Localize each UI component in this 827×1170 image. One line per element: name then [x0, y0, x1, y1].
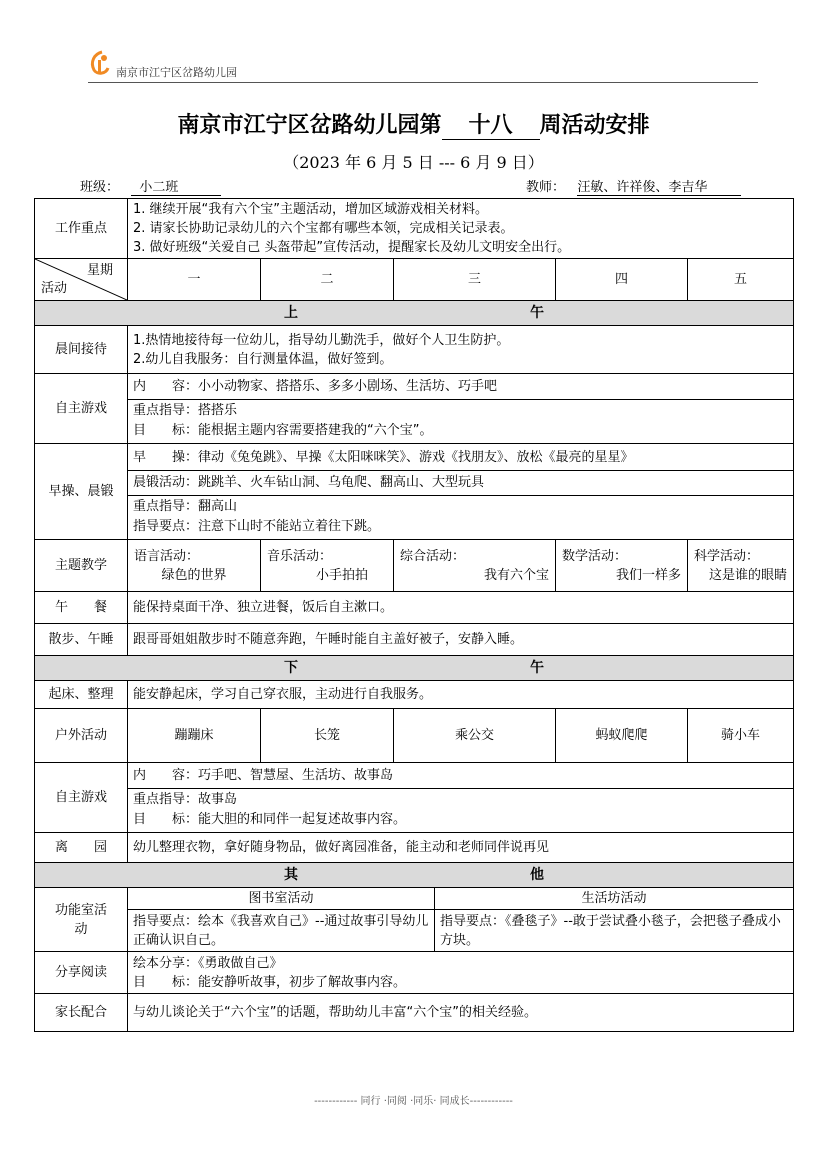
- outdoor-row: [35, 709, 794, 763]
- theme-cell-wed: [394, 540, 556, 592]
- table-cell: [128, 952, 794, 994]
- cell-text: 晨锻活动：跳跳羊、火车钻山洞、乌龟爬、翻高山、大型玩具: [128, 471, 793, 496]
- cell-text: 1.热情地接待每一位幼儿，指导幼儿勤洗手，做好个人卫生防护。: [133, 332, 510, 348]
- page-header: [88, 48, 758, 78]
- theme-cell-tue: [261, 540, 394, 592]
- table-cell: 幼儿整理衣物，拿好随身物品，做好离园准备，能主动和老师同伴说再见: [128, 833, 794, 863]
- table-cell: 晨间接待: [35, 326, 128, 374]
- section-other: [35, 863, 794, 888]
- cell-text: 2.幼儿自我服务：自行测量体温，做好签到。: [133, 351, 393, 367]
- theme-cell-mon: [128, 540, 261, 592]
- table-cell: 主题教学: [35, 540, 128, 592]
- table-cell: 散步、午睡: [35, 624, 128, 656]
- cell-text: 重点指导：搭搭乐: [133, 403, 238, 418]
- table-cell: 自主游戏: [35, 763, 128, 833]
- teacher-value: 汪敏、许祥俊、李吉华: [577, 176, 741, 196]
- section-morning: [35, 301, 794, 326]
- weekday-thu: 四: [556, 259, 688, 301]
- free-play-row: [35, 374, 794, 444]
- life-workshop-title: 生活坊活动: [435, 888, 794, 910]
- cell-text: 活动: [41, 281, 68, 296]
- cell-text: 我有六个宝: [483, 567, 549, 583]
- greeting-row: [35, 326, 794, 374]
- table-cell: 早操、晨锻: [35, 444, 128, 540]
- weekday-fri: 五: [688, 259, 794, 301]
- focus-row: [35, 199, 794, 259]
- weekday-header-row: [35, 259, 794, 301]
- theme-cell-thu: [556, 540, 688, 592]
- week-number: 十八: [442, 108, 540, 140]
- cell-text: 目 标：能安静听故事，初步了解故事内容。: [133, 974, 407, 990]
- table-cell: 起床、整理: [35, 681, 128, 709]
- cell-text: 午: [530, 304, 544, 321]
- class-info: 班级： 小二班: [80, 176, 221, 196]
- library-title: 图书室活动: [128, 888, 435, 910]
- weekday-wed: 三: [394, 259, 556, 301]
- cell-text: 上: [284, 304, 298, 321]
- cell-text: 内 容：巧手吧、智慧屋、生活坊、故事岛: [128, 765, 793, 789]
- nap-row: [35, 624, 794, 656]
- header-divider: [88, 82, 758, 83]
- weekday-diagonal-cell: [35, 259, 128, 301]
- date-range: （2023 年 6 月 5 日 --- 6 月 9 日）: [283, 153, 544, 172]
- section-afternoon: [35, 656, 794, 681]
- cell-text: [35, 863, 794, 888]
- cell-text: 3. 做好班级“关爱自己 头盔带起”宣传活动，提醒家长及幼儿文明安全出行。: [133, 240, 571, 255]
- cell-text: 我们一样多: [615, 567, 681, 583]
- parents-row: [35, 994, 794, 1032]
- cell-text: 绘本分享：《勇敢做自己》: [133, 955, 283, 971]
- cell-text: 内 容：小小动物家、搭搭乐、多多小剧场、生活坊、巧手吧: [128, 376, 793, 400]
- cell-text: 重点指导：翻高山: [133, 499, 238, 514]
- afternoon-free-play-row: [35, 763, 794, 833]
- lunch-row: [35, 592, 794, 624]
- cell-text: 2. 请家长协助记录幼儿的六个宝都有哪些本领，完成相关记录表。: [133, 221, 514, 236]
- cell-text: 星期: [86, 263, 113, 278]
- page-title: 南京市江宁区岔路幼儿园第 十八 周活动安排: [0, 108, 827, 140]
- school-logo-icon: [88, 48, 112, 76]
- page-footer: ------------ 同行 ·同阅 ·同乐· 同成长------------: [314, 1096, 513, 1107]
- table-cell: 跟哥哥姐姐散步时不随意奔跑，午睡时能自主盖好被子，安静入睡。: [128, 624, 794, 656]
- theme-teaching-row: [35, 540, 794, 592]
- weekday-tue: 二: [261, 259, 394, 301]
- weekday-mon: 一: [128, 259, 261, 301]
- cell-text: 综合活动：: [400, 548, 466, 564]
- outdoor-tue: 长笼: [261, 709, 394, 763]
- table-cell: 午 餐: [35, 592, 128, 624]
- cell-text: 科学活动：: [694, 548, 760, 564]
- function-room-content-row: [35, 910, 794, 952]
- life-workshop-content: 指导要点：《叠毯子》--敢于尝试叠小毯子，会把毯子叠成小方块。: [435, 910, 794, 952]
- cell-text: 目 标：能根据主题内容需要搭建我的“六个宝”。: [133, 423, 433, 438]
- table-cell: 功能室活动: [35, 888, 128, 952]
- focus-content: [128, 199, 794, 259]
- table-cell: 与幼儿谈论关于“六个宝”的话题，帮助幼儿丰富“六个宝”的相关经验。: [128, 994, 794, 1032]
- cell-text: 语言活动：: [134, 548, 200, 564]
- wake-row: [35, 681, 794, 709]
- cell-text: 其: [284, 866, 298, 883]
- cell-text: 下: [284, 659, 298, 676]
- function-room-title-row: [35, 888, 794, 910]
- library-content: 指导要点：绘本《我喜欢自己》--通过故事引导幼儿正确认识自己。: [128, 910, 435, 952]
- cell-text: 他: [530, 866, 544, 883]
- outdoor-wed: 乘公交: [394, 709, 556, 763]
- cell-text: 重点指导：故事岛: [133, 792, 238, 807]
- table-cell: 能安静起床，学习自己穿衣服，主动进行自我服务。: [128, 681, 794, 709]
- cell-text: [35, 656, 794, 681]
- table-cell: [128, 763, 794, 833]
- header-school-name: 南京市江宁区岔路幼儿园: [116, 66, 237, 79]
- teacher-info: 教师： 汪敏、许祥俊、李吉华: [526, 176, 741, 196]
- cell-text: 早 操：律动《兔兔跳》、早操《太阳咪咪笑》、游戏《找朋友》、放松《最亮的星星》: [128, 446, 793, 471]
- table-cell: 能保持桌面干净、独立进餐，饭后自主漱口。: [128, 592, 794, 624]
- cell-text: 这是谁的眼睛: [709, 567, 788, 583]
- cell-text: 小手拍拍: [315, 567, 368, 583]
- outdoor-thu: 蚂蚁爬爬: [556, 709, 688, 763]
- cell-text: 目 标：能大胆的和同伴一起复述故事内容。: [133, 812, 407, 827]
- cell-text: 午: [530, 659, 544, 676]
- table-cell: 家长配合: [35, 994, 128, 1032]
- class-value: 小二班: [131, 176, 221, 196]
- leave-row: [35, 833, 794, 863]
- exercise-row: [35, 444, 794, 540]
- cell-text: 音乐活动：: [267, 548, 333, 564]
- cell-text: 绿色的世界: [161, 567, 227, 583]
- reading-row: [35, 952, 794, 994]
- focus-label: 工作重点: [35, 199, 128, 259]
- theme-cell-fri: [688, 540, 794, 592]
- outdoor-fri: 骑小车: [688, 709, 794, 763]
- table-cell: 自主游戏: [35, 374, 128, 444]
- table-cell: 分享阅读: [35, 952, 128, 994]
- table-cell: 户外活动: [35, 709, 128, 763]
- cell-text: [35, 301, 794, 326]
- weekly-schedule-table: [34, 198, 794, 1032]
- table-cell: [128, 374, 794, 444]
- cell-text: 1. 继续开展“我有六个宝”主题活动，增加区域游戏相关材料。: [133, 202, 489, 217]
- cell-text: 数学活动：: [562, 548, 628, 564]
- table-cell: 离 园: [35, 833, 128, 863]
- cell-text: 指导要点：注意下山时不能站立着往下跳。: [133, 519, 381, 534]
- table-cell: [128, 444, 794, 540]
- outdoor-mon: 蹦蹦床: [128, 709, 261, 763]
- table-cell: [128, 326, 794, 374]
